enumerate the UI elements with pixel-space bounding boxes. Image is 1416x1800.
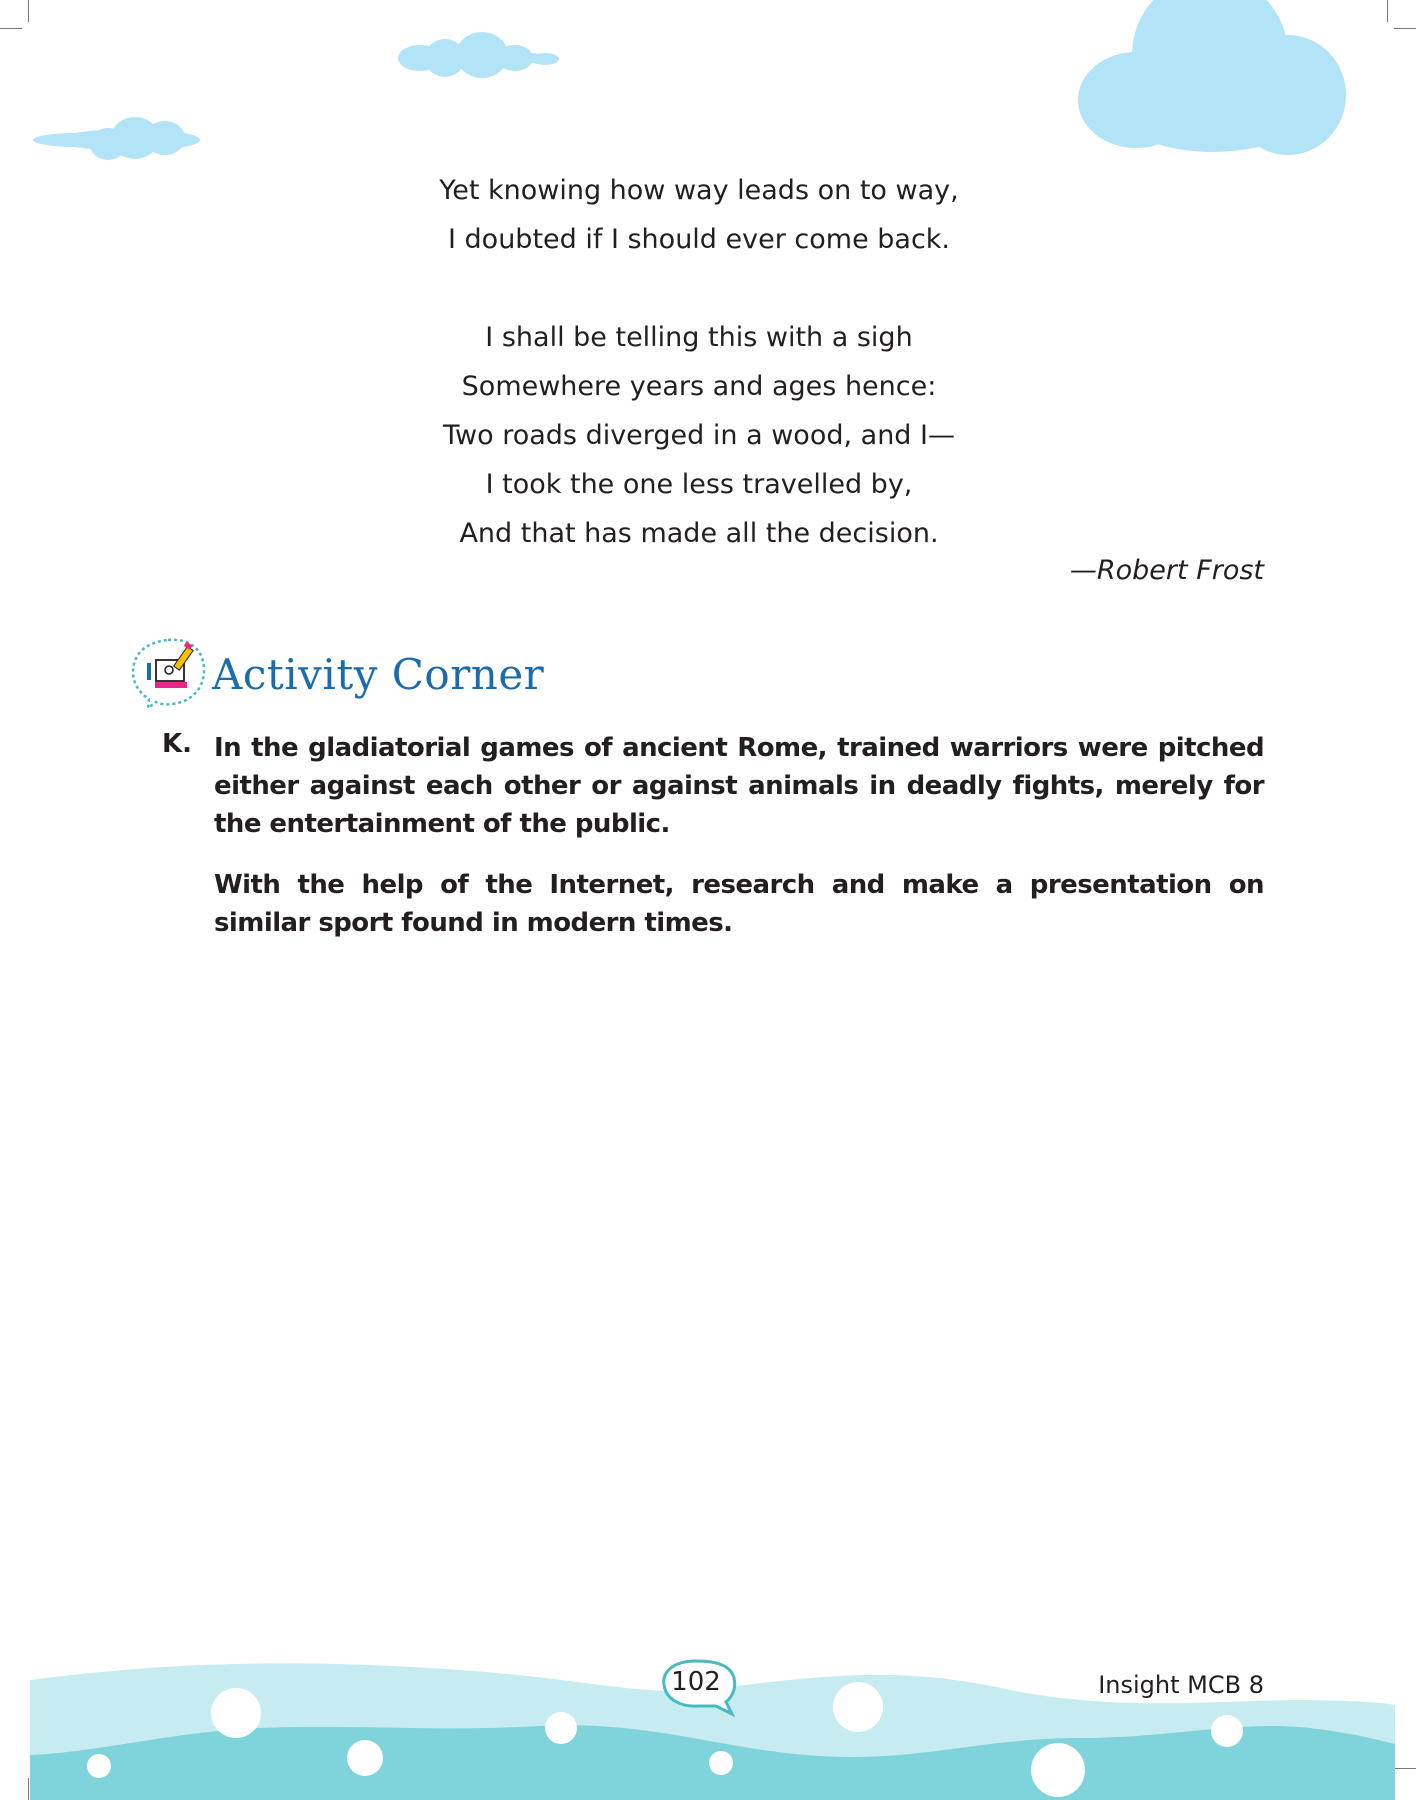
- bubble-decoration: [709, 1751, 733, 1775]
- cloud-large-right: [1078, 0, 1348, 156]
- poem-line: Somewhere years and ages hence:: [461, 371, 937, 402]
- poem-stanza: [0, 313, 1398, 558]
- question-text: [214, 729, 1264, 965]
- bubble-decoration: [833, 1682, 883, 1732]
- crop-mark: [0, 28, 22, 29]
- book-title: Insight MCB 8: [1098, 1671, 1264, 1699]
- question-paragraph: In the gladiatorial games of ancient Rome, trained warriors were pitched either against each other or against animals in deadly fights, merely for the entertainment of the public.: [214, 733, 1264, 839]
- poem-attribution: —Robert Frost: [1069, 555, 1264, 586]
- cloud-small-top: [390, 30, 560, 85]
- crop-mark: [1387, 0, 1388, 22]
- poem-line: Yet knowing how way leads on to way,: [439, 175, 959, 206]
- poem-excerpt: [0, 166, 1398, 607]
- bubble-decoration: [211, 1688, 261, 1738]
- crop-mark: [1394, 28, 1416, 29]
- poem-stanza: [0, 166, 1398, 264]
- poem-line: I took the one less travelled by,: [485, 469, 913, 500]
- poem-line: Two roads diverged in a wood, and I—: [443, 420, 955, 451]
- question-paragraph: With the help of the Internet, research and make a presentation on similar sport found in modern times.: [214, 870, 1264, 938]
- bubble-decoration: [1031, 1743, 1085, 1797]
- bubble-decoration: [545, 1712, 577, 1744]
- cloud-small-left: [30, 112, 200, 170]
- bubble-decoration: [87, 1754, 111, 1778]
- crop-mark: [28, 0, 29, 22]
- page-number: 102: [671, 1667, 721, 1697]
- bubble-decoration: [1211, 1715, 1243, 1747]
- poem-line: And that has made all the decision.: [459, 518, 939, 549]
- poem-line: I doubted if I should ever come back.: [447, 224, 951, 255]
- question-letter: K.: [162, 729, 193, 759]
- poem-line: I shall be telling this with a sigh: [485, 322, 913, 353]
- bubble-decoration: [347, 1740, 383, 1776]
- activity-notebook-icon: [130, 636, 210, 710]
- activity-corner-heading: Activity Corner: [212, 650, 545, 699]
